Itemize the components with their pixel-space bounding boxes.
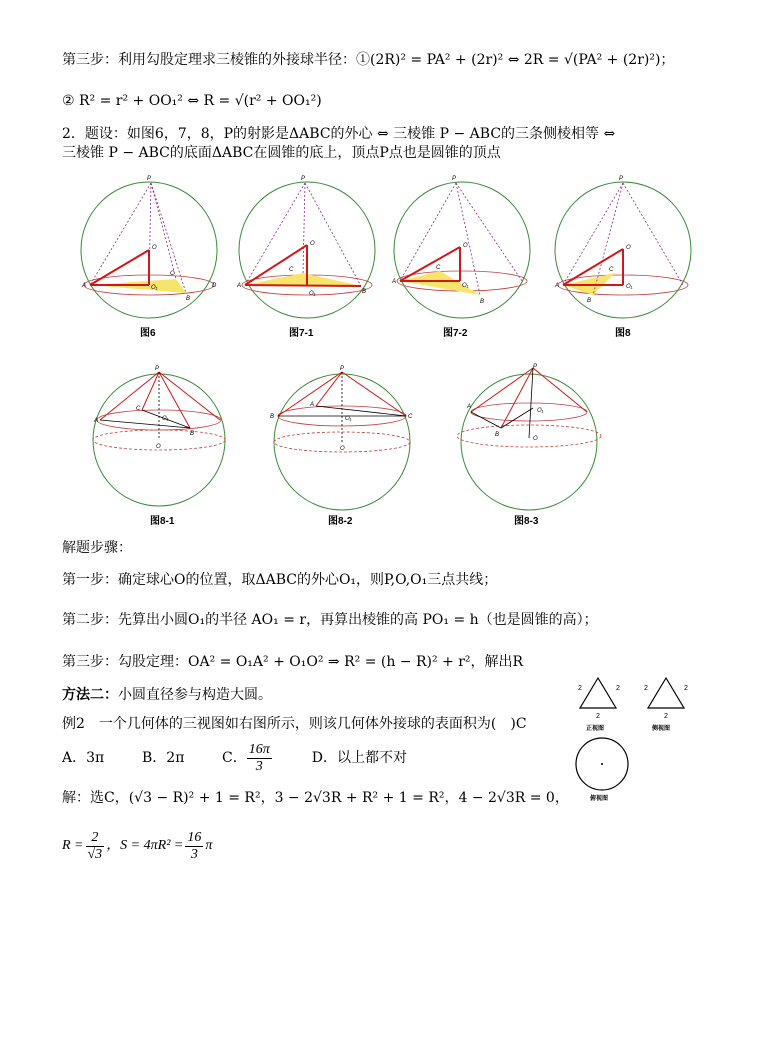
figure-8-2 <box>270 362 415 512</box>
solution-line-1: 解：选C，(√3 − R)² + 1 = R²，3 − 2√3R + R² + 1 = R²，4 − 2√3R = 0， <box>62 790 569 806</box>
option-a: A．3π <box>62 750 105 766</box>
svg-text:C: C <box>436 265 441 271</box>
svg-text:2: 2 <box>644 685 648 692</box>
step3-formula-1: 第三步：利用勾股定理求三棱锥的外接球半径：①(2R)² = PA² + (2r)² ⇔ 2R = √(PA² + (2r)²)； <box>62 52 675 68</box>
svg-text:A: A <box>82 283 87 289</box>
figure-7-2 <box>392 175 542 325</box>
item2-line-1: 2．题设：如图6，7，8，P的射影是ΔABC的外心 ⇔ 三棱锥 P − ABC的三条侧棱相等 ⇔ <box>62 126 616 142</box>
caption-fig8-3: 图8-3 <box>514 516 539 527</box>
svg-text:C: C <box>609 267 614 273</box>
svg-text:C: C <box>170 271 175 277</box>
svg-text:O: O <box>340 446 345 452</box>
method-2-text: 小圆直径参与构造大圆。 <box>118 687 272 703</box>
caption-fig6: 图6 <box>140 328 156 339</box>
svg-text:2: 2 <box>596 713 600 720</box>
option-c-den: 3 <box>255 758 263 774</box>
svg-text:C: C <box>136 406 141 412</box>
svg-text:P: P <box>533 364 538 370</box>
figure-7-1 <box>237 175 387 325</box>
svg-text:2: 2 <box>684 685 688 692</box>
svg-text:B: B <box>495 432 500 438</box>
caption-fig7-2: 图7-2 <box>443 328 468 339</box>
steps-title: 解题步骤： <box>62 540 132 556</box>
svg-text:O: O <box>310 241 315 247</box>
figure-8-3 <box>455 362 605 512</box>
svg-text:C: C <box>408 414 413 420</box>
svg-text:2: 2 <box>664 713 668 720</box>
front-view-triangle <box>580 678 616 708</box>
option-b: B．2π <box>142 750 185 766</box>
svg-text:P: P <box>147 176 152 182</box>
option-c-label: C． <box>222 750 247 766</box>
svg-text:B: B <box>190 431 195 437</box>
sol-r-den: √3 <box>87 846 103 862</box>
svg-text:A: A <box>467 404 472 410</box>
sol-s-fraction <box>185 830 203 863</box>
svg-text:A: A <box>94 418 99 424</box>
svg-text:O₁: O₁ <box>537 408 544 414</box>
svg-text:2: 2 <box>616 685 620 692</box>
svg-text:A: A <box>555 283 560 289</box>
item2-line-2: 三棱锥 P − ABC的底面ΔABC在圆锥的底上，顶点P点也是圆锥的顶点 <box>62 145 501 161</box>
svg-text:O: O <box>463 243 468 249</box>
svg-text:A: A <box>310 402 315 408</box>
side-view-triangle <box>648 678 684 708</box>
caption-fig8-2: 图8-2 <box>328 516 353 527</box>
step3-formula-2: ② R² = r² + OO₁² ⇔ R = √(r² + OO₁²) <box>62 93 322 109</box>
svg-text:D: D <box>212 283 217 289</box>
svg-text:O: O <box>152 245 157 251</box>
solution-line-2 <box>62 826 212 866</box>
step-3: 第三步：勾股定理：OA² = O₁A² + O₁O² ⇒ R² = (h − R)² + r²，解出R <box>62 654 524 670</box>
svg-text:O₁: O₁ <box>345 416 352 422</box>
option-c-fraction <box>247 742 272 775</box>
options-row <box>62 740 407 776</box>
step-2: 第二步：先算出小圆O₁的半径 AO₁ = r，再算出棱锥的高 PO₁ = h（也是圆锥的高）； <box>62 612 598 628</box>
option-c-num: 16π <box>248 741 270 757</box>
caption-fig8-1: 图8-1 <box>150 516 175 527</box>
sol-r-num: 2 <box>86 830 105 847</box>
figure-8 <box>553 175 703 325</box>
sol-r-fraction <box>86 830 105 863</box>
svg-text:正视图: 正视图 <box>586 725 605 732</box>
svg-text:侧视图: 侧视图 <box>652 725 671 732</box>
sol-s-eq: ，S = 4πR² = <box>106 838 184 853</box>
sol-s-num: 16 <box>187 829 202 845</box>
svg-text:B: B <box>480 299 485 305</box>
sol-s-den: 3 <box>190 846 198 862</box>
svg-text:B: B <box>587 298 592 304</box>
svg-text:B: B <box>270 414 275 420</box>
step-1: 第一步：确定球心O的位置，取ΔABC的外心O₁，则P,O,O₁三点共线； <box>62 572 498 588</box>
svg-text:P: P <box>301 176 306 182</box>
svg-text:O: O <box>626 245 631 251</box>
svg-text:俯视图: 俯视图 <box>590 795 609 802</box>
svg-text:O₁: O₁ <box>162 416 169 422</box>
svg-text:P: P <box>155 366 160 372</box>
svg-text:O₁: O₁ <box>309 291 316 297</box>
svg-text:O: O <box>156 444 161 450</box>
figure-8-1 <box>90 362 235 512</box>
option-d: D．以上都不对 <box>311 750 407 766</box>
method-2 <box>62 685 272 705</box>
svg-text:O₁: O₁ <box>462 283 469 289</box>
svg-text:2: 2 <box>578 685 582 692</box>
svg-text:A: A <box>237 283 242 289</box>
figure-6 <box>78 175 228 325</box>
caption-fig7-1: 图7-1 <box>289 328 314 339</box>
example-2: 例2 一个几何体的三视图如右图所示，则该几何体外接球的表面积为( )C <box>62 716 527 732</box>
three-view-figure <box>572 672 692 812</box>
svg-text:A: A <box>392 279 397 285</box>
svg-text:P: P <box>452 176 457 182</box>
svg-text:O₁: O₁ <box>151 285 158 291</box>
caption-fig8: 图8 <box>615 328 631 339</box>
sol-r-eq: R = <box>62 838 84 853</box>
svg-text:P: P <box>340 366 345 372</box>
method-2-label: 方法二： <box>62 687 118 703</box>
sol-pi: π <box>205 838 213 853</box>
svg-text:O: O <box>533 436 538 442</box>
svg-text:C: C <box>289 267 294 273</box>
svg-text:O₁: O₁ <box>626 284 633 290</box>
svg-text:B: B <box>362 289 367 295</box>
svg-text:B: B <box>186 296 191 302</box>
svg-text:P: P <box>619 176 624 182</box>
